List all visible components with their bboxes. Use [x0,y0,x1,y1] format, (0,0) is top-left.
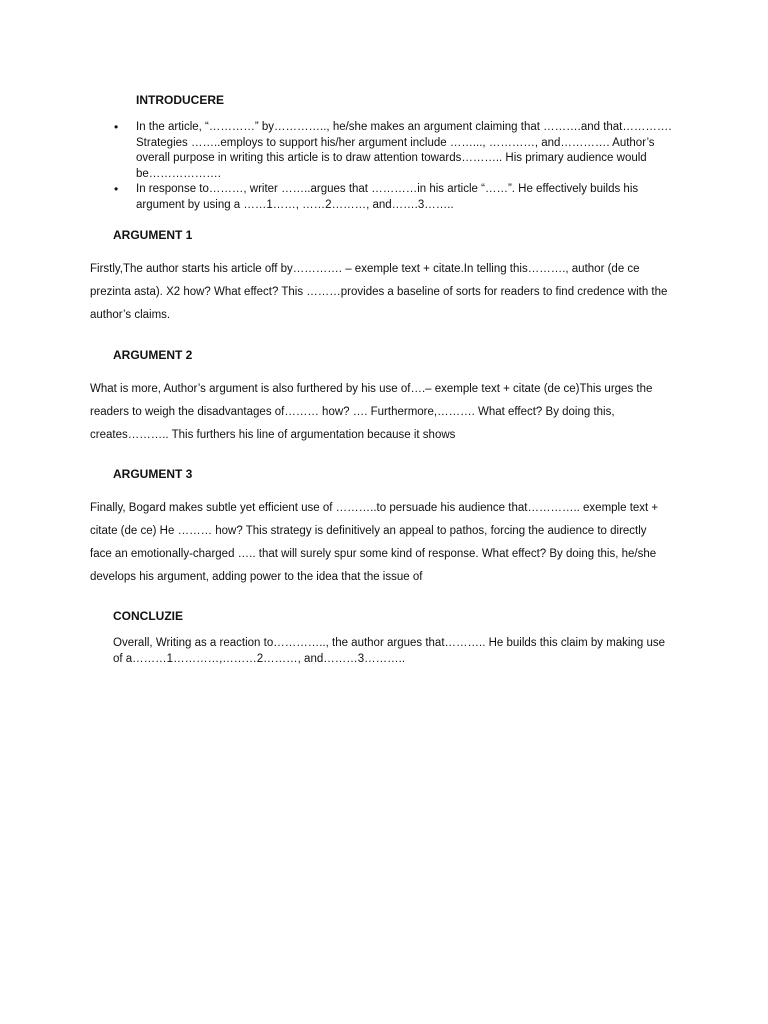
argument-3-paragraph: Finally, Bogard makes subtle yet efficient use of ………..to persuade his audience that………….. exemple text + citate (de ce) He ……… how? This strategy is definitively an appeal to pathos, forcing the audience to directly face an emotionally-charged ….. that will surely spur some kind of response. What effect? By doing this, he/she develops his argument, adding power to the idea that the issue of [90,502,659,583]
introducere-bullet-1: • In the article, “…………” by………….., he/she makes an argument claiming that ……….and that…………. Strategies ……..employs to support his/her argument include ……..., …………, and…………. Author’s overall purpose in writing this article is to draw attention towards……….. His primary audience would be………………. [112,120,682,182]
argument-2-paragraph: What is more, Author’s argument is also furthered by his use of….– exemple text + citate (de ce)This urges the readers to weigh the disadvantages of……… how? …. Furthermore,………. What effect? By doing this, creates……….. This furthers his line of argumentation because it shows [90,383,653,441]
argument-1-heading: ARGUMENT 1 [113,228,193,242]
introducere-heading: INTRODUCERE [136,93,225,107]
introducere-bullet-list [112,120,682,213]
argument-2-heading: ARGUMENT 2 [113,348,193,362]
introducere-bullet-2: • In response to………, writer ……..argues that …………in his article “……”. He effectively builds his argument by using a ……1……, ……2………, and…….3…….. [112,182,682,213]
concluzie-paragraph: Overall, Writing as a reaction to………….., the author argues that……….. He builds this claim by making use of a………1…………,………2………, and………3……….. [113,637,666,665]
concluzie-heading: CONCLUZIE [113,609,183,623]
argument-1-paragraph: Firstly,The author starts his article off by…………. – exemple text + citate.In telling this………., author (de ce prezinta asta). X2 how? What effect? This ………provides a baseline of sorts for readers to find credence with the author’s claims. [90,263,668,321]
argument-3-heading: ARGUMENT 3 [113,467,193,481]
